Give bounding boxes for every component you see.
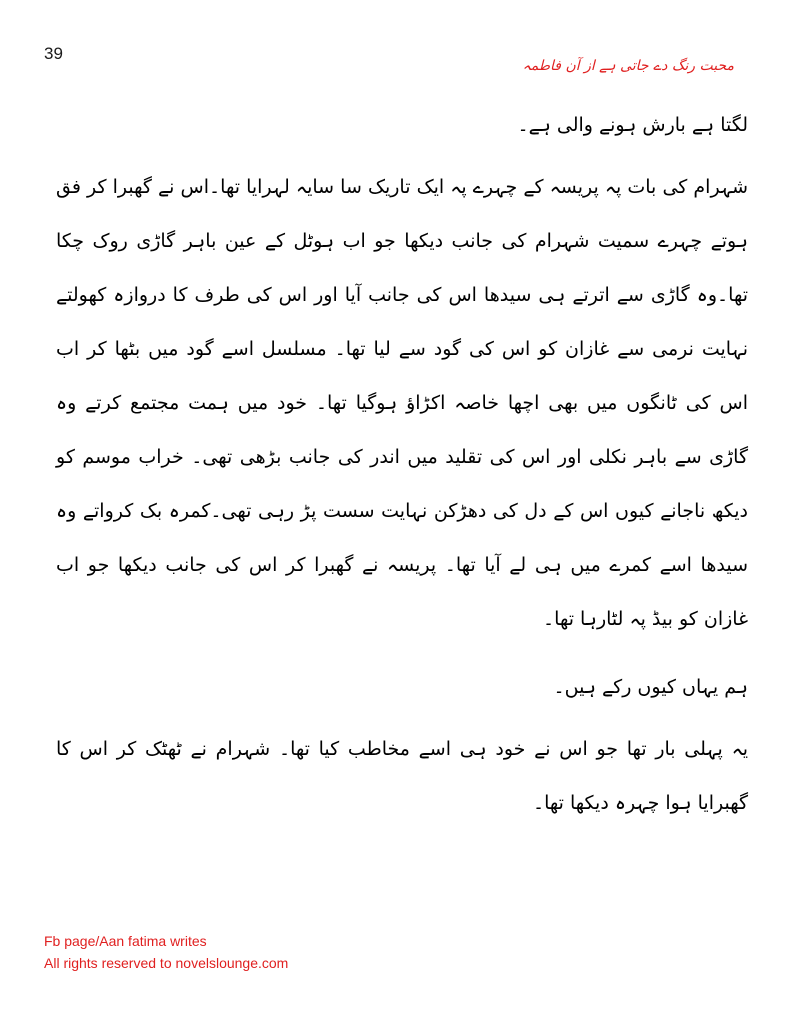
page-number: 39 (44, 44, 63, 63)
footer (44, 930, 288, 974)
paragraph-1: لگتا ہے بارش ہونے والی ہے۔ (517, 114, 748, 136)
paragraph-3: ہم یہاں کیوں رکے ہیں۔ (553, 676, 748, 698)
paragraph-2: شہرام کی بات پہ پریسہ کے چہرے پہ ایک تاریک سا سایہ لہرایا تھا۔اس نے گھبرا کر فق ہوتے چہرے سمیت شہرام کی جانب دیکھا جو اب ہوٹل کے عین باہر گاڑی روک چکا تھا۔وہ گاڑی سے اترتے ہی سیدھا اس کی جانب آیا اور اس کی طرف کا دروازہ کھولتے نہایت نرمی سے غازان کو اس کی گود سے لیا تھا۔ مسلسل اسے گود میں بٹھا کر اب اس کی ٹانگوں میں بھی اچھا خاصہ اکڑاؤ ہوگیا تھا۔ خود میں ہمت مجتمع کرتے وہ گاڑی سے باہر نکلی اور اس کی تقلید میں اندر کی جانب بڑھی تھی۔ خراب موسم کو دیکھ ناجانے کیوں اس کے دل کی دھڑکن نہایت سست پڑ رہی تھی۔کمرہ بک کرواتے وہ سیدھا اسے کمرے میں ہی لے آیا تھا۔ پریسہ نے گھبرا کر اس کی جانب دیکھا جو اب غازان کو بیڈ پہ لٹارہا تھا۔ (56, 176, 748, 630)
footer-fb-page: Fb page/Aan fatima writes (44, 933, 207, 949)
body-text (56, 98, 748, 844)
footer-rights: All rights reserved to novelslounge.com (44, 955, 289, 971)
paragraph-4: یہ پہلی بار تھا جو اس نے خود ہی اسے مخاطب کیا تھا۔ شہرام نے ٹھٹک کر اس کا گھبرایا ہوا چہرہ دیکھا تھا۔ (56, 738, 748, 814)
running-header: محبت رنگ دے جاتی ہے از آن فاطمہ (522, 58, 734, 74)
